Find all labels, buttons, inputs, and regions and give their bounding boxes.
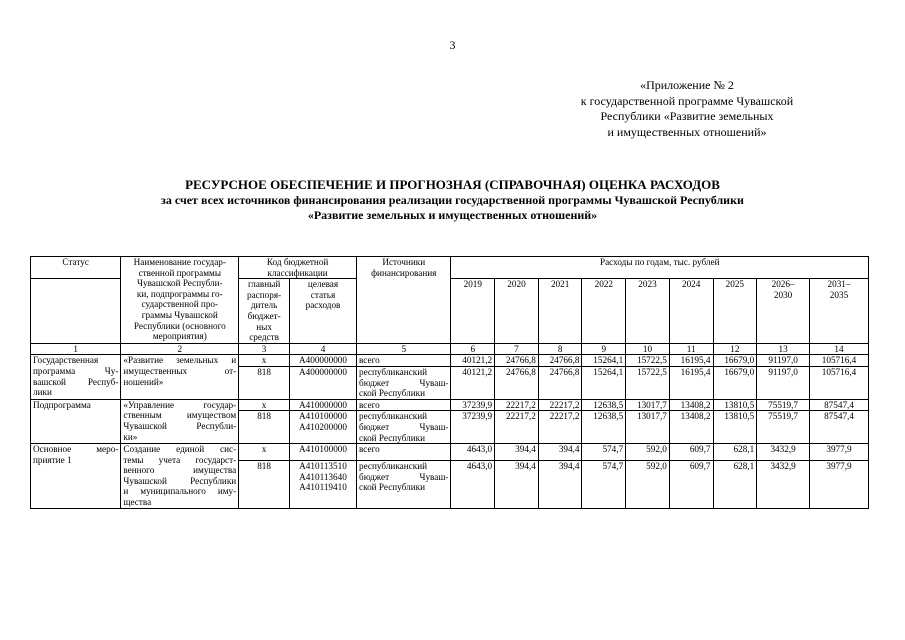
cell-line: Государственная	[33, 355, 99, 366]
table-body	[31, 257, 869, 509]
row-target-code	[289, 399, 356, 411]
row-name	[121, 399, 239, 443]
column-number: 11	[669, 343, 713, 355]
cell-line: 2035	[829, 289, 849, 300]
row-value: 12638,5	[582, 399, 626, 411]
appendix-line: «Приложение № 2	[640, 78, 734, 92]
row-value: 592,0	[626, 444, 670, 461]
cell-line: 2026–	[771, 279, 795, 290]
row-value: 394,4	[495, 444, 539, 461]
row-value: 609,7	[669, 460, 713, 508]
column-number: 10	[626, 343, 670, 355]
row-source	[357, 444, 451, 461]
row-admin-code: x	[239, 355, 290, 367]
header-status: Статус	[31, 257, 121, 279]
column-number: 9	[582, 343, 626, 355]
cell-line: Подпрограмма	[33, 399, 91, 410]
cell-line: 2024	[681, 279, 701, 290]
row-value: 628,1	[713, 460, 757, 508]
row-value: 628,1	[713, 444, 757, 461]
row-value: 37239,9	[451, 411, 495, 444]
title-sub-2: «Развитие земельных и имущественных отношений»	[307, 208, 598, 222]
cell-line: ской Республики	[359, 388, 425, 399]
header-code-group	[239, 257, 357, 279]
row-value: 105716,4	[809, 366, 868, 399]
row-value: 16679,0	[713, 366, 757, 399]
cell-line: Код бюджетной	[266, 257, 329, 267]
header-row-1	[31, 257, 869, 279]
row-target-code	[289, 460, 356, 508]
row-admin-code: 818	[239, 366, 290, 399]
cell-line: распоря-	[247, 289, 282, 300]
cell-line: A410100000	[299, 411, 347, 422]
cell-line: лики	[33, 387, 52, 398]
cell-line: 2031–	[827, 279, 851, 290]
row-admin-code: 818	[239, 411, 290, 444]
column-number: 4	[289, 343, 356, 355]
cell-line: ственным имуществом	[123, 410, 237, 421]
column-number: 6	[451, 343, 495, 355]
row-value: 16195,4	[669, 366, 713, 399]
row-value: 24766,8	[495, 355, 539, 367]
row-admin-code: 818	[239, 460, 290, 508]
row-value: 75519,7	[757, 399, 810, 411]
title-sub-1: за счет всех источников финансирования реализации государственной программы Чувашской Республики	[161, 193, 744, 207]
row-name	[121, 444, 239, 509]
cell-line: 2022	[594, 279, 613, 290]
row-value: 13017,7	[626, 399, 670, 411]
header-status-spacer	[31, 279, 121, 344]
row-source	[357, 399, 451, 411]
row-value: 91197,0	[757, 355, 810, 367]
header-sources	[357, 257, 451, 344]
cell-line: 2023	[638, 279, 657, 290]
row-value: 394,4	[538, 444, 582, 461]
cell-line: A410100000	[299, 444, 347, 455]
cell-line: ки»	[123, 431, 138, 442]
row-status	[31, 399, 121, 443]
header-code-admin	[239, 279, 290, 344]
column-number: 1	[31, 343, 121, 355]
cell-line: A400000000	[299, 366, 347, 377]
row-value: 574,7	[582, 460, 626, 508]
appendix-line: и имущественных отношений»	[607, 124, 767, 139]
column-number: 7	[495, 343, 539, 355]
column-number: 12	[713, 343, 757, 355]
row-value: 3977,9	[809, 460, 868, 508]
row-value: 13017,7	[626, 411, 670, 444]
appendix-line: к государственной программе Чувашской	[580, 93, 794, 108]
cell-line: ки, подпрограммы го-	[136, 288, 223, 299]
row-value: 4643,0	[451, 460, 495, 508]
column-number: 13	[757, 343, 810, 355]
row-admin-code: x	[239, 444, 290, 461]
row-target-code	[289, 411, 356, 444]
header-year	[538, 279, 582, 344]
row-value: 394,4	[538, 460, 582, 508]
cell-line: имущественных от-	[123, 365, 237, 376]
header-year	[495, 279, 539, 344]
appendix-line: Республики «Развитие земельных	[600, 109, 774, 123]
row-value: 394,4	[495, 460, 539, 508]
table-row	[31, 355, 869, 367]
row-value: 3432,9	[757, 460, 810, 508]
header-expenses: Расходы по годам, тыс. рублей	[451, 257, 869, 279]
table-row	[31, 444, 869, 461]
cell-line: бюджет Чуваш-	[359, 471, 449, 482]
cell-line: Республики (основного	[133, 320, 226, 331]
row-value: 15264,1	[582, 366, 626, 399]
cell-line: статья	[310, 289, 336, 300]
cell-line: «Развитие земельных и	[123, 355, 237, 366]
cell-line: венного имущества	[123, 465, 237, 476]
row-value: 3432,9	[757, 444, 810, 461]
row-status	[31, 444, 121, 509]
row-target-code	[289, 366, 356, 399]
cell-line: мероприятия)	[152, 331, 207, 342]
cell-line: «Управление государ-	[123, 399, 237, 410]
appendix-note	[527, 78, 847, 140]
row-source	[357, 355, 451, 367]
header-year	[626, 279, 670, 344]
column-number: 3	[239, 343, 290, 355]
cell-line: финансирования	[371, 267, 437, 278]
row-value: 15722,5	[626, 355, 670, 367]
cell-line: Основное меро-	[33, 444, 119, 455]
cell-line: целевая	[307, 279, 339, 290]
row-value: 13810,5	[713, 411, 757, 444]
header-name	[121, 257, 239, 344]
cell-line: 2021	[550, 279, 570, 290]
cell-line: A410119410	[299, 482, 347, 493]
row-value: 87547,4	[809, 411, 868, 444]
cell-line: граммы Чувашской	[141, 309, 218, 320]
cell-line: A410000000	[299, 399, 347, 410]
row-value: 24766,8	[538, 366, 582, 399]
header-year	[757, 279, 810, 344]
cell-line: вашской Респуб-	[33, 376, 119, 387]
row-value: 15722,5	[626, 366, 670, 399]
cell-line: расходов	[305, 300, 341, 311]
cell-line: Источники	[382, 257, 426, 267]
row-target-code	[289, 444, 356, 461]
row-name	[121, 355, 239, 399]
cell-line: A400000000	[299, 355, 347, 366]
row-target-code	[289, 355, 356, 367]
cell-line: A410113640	[299, 471, 347, 482]
column-number: 14	[809, 343, 868, 355]
row-value: 13408,2	[669, 411, 713, 444]
row-value: 609,7	[669, 444, 713, 461]
header-code-target	[289, 279, 356, 344]
cell-line: и муниципального иму-	[123, 486, 237, 497]
cell-line: всего	[359, 399, 380, 410]
row-value: 22217,2	[495, 399, 539, 411]
header-year	[669, 279, 713, 344]
cell-line: Создание единой сис-	[123, 444, 237, 455]
row-value: 91197,0	[757, 366, 810, 399]
row-source	[357, 460, 451, 508]
cell-line: программа Чу-	[33, 365, 119, 376]
row-value: 75519,7	[757, 411, 810, 444]
cell-line: темы учета государст-	[123, 454, 237, 465]
row-value: 37239,9	[451, 399, 495, 411]
cell-line: ственной программы	[138, 267, 222, 278]
row-admin-code: x	[239, 399, 290, 411]
cell-line: главный	[247, 279, 281, 290]
cell-line: 2019	[463, 279, 482, 290]
cell-line: A410113510	[299, 460, 347, 471]
cell-line: всего	[359, 355, 380, 366]
column-number: 5	[357, 343, 451, 355]
column-numbers-row	[31, 343, 869, 355]
cell-line: 2025	[725, 279, 745, 290]
header-year	[582, 279, 626, 344]
cell-line: 2030	[773, 289, 793, 300]
row-value: 22217,2	[538, 399, 582, 411]
row-value: 3977,9	[809, 444, 868, 461]
row-value: 574,7	[582, 444, 626, 461]
row-source	[357, 411, 451, 444]
cell-line: дитель	[250, 300, 278, 311]
column-number: 2	[121, 343, 239, 355]
row-value: 592,0	[626, 460, 670, 508]
cell-line: республиканский	[359, 366, 428, 377]
cell-line: сударственной про-	[141, 299, 219, 310]
row-value: 13408,2	[669, 399, 713, 411]
cell-line: всего	[359, 444, 380, 455]
cell-line: ской Республики	[359, 432, 425, 443]
title-main: РЕСУРСНОЕ ОБЕСПЕЧЕНИЕ И ПРОГНОЗНАЯ (СПРАВОЧНАЯ) ОЦЕНКА РАСХОДОВ	[185, 177, 720, 192]
cell-line: Наименование государ-	[133, 257, 226, 267]
cell-line: Чувашской Республики	[123, 475, 237, 486]
cell-line: приятие 1	[33, 454, 72, 465]
row-value: 15264,1	[582, 355, 626, 367]
cell-line: 2020	[507, 279, 526, 290]
row-source	[357, 366, 451, 399]
row-value: 40121,2	[451, 355, 495, 367]
row-value: 24766,8	[495, 366, 539, 399]
cell-line: Чувашской Республи-	[137, 278, 223, 289]
column-number: 8	[538, 343, 582, 355]
cell-line: республиканский	[359, 460, 428, 471]
cell-line: ской Республики	[359, 482, 425, 493]
cell-line: ношений»	[123, 376, 164, 387]
page-number: 3	[449, 38, 456, 52]
row-status	[31, 355, 121, 399]
row-value: 22217,2	[495, 411, 539, 444]
cell-line: бюджет Чуваш-	[359, 377, 449, 388]
row-value: 22217,2	[538, 411, 582, 444]
row-value: 105716,4	[809, 355, 868, 367]
cell-line: республиканский	[359, 411, 428, 422]
row-value: 16679,0	[713, 355, 757, 367]
row-value: 24766,8	[538, 355, 582, 367]
cell-line: ных	[256, 321, 272, 332]
row-value: 87547,4	[809, 399, 868, 411]
cell-line: классификации	[267, 267, 328, 278]
cell-line: бюджет Чуваш-	[359, 421, 449, 432]
cell-line: Чувашской Республи-	[123, 420, 237, 431]
row-value: 13810,5	[713, 399, 757, 411]
row-value: 40121,2	[451, 366, 495, 399]
cell-line: бюджет-	[247, 310, 281, 321]
row-value: 12638,5	[582, 411, 626, 444]
expenses-table	[30, 256, 869, 509]
header-year	[809, 279, 868, 344]
table-row	[31, 399, 869, 411]
cell-line: средств	[249, 332, 279, 343]
document-title	[0, 177, 905, 223]
row-value: 16195,4	[669, 355, 713, 367]
header-year	[713, 279, 757, 344]
cell-line: A410200000	[299, 421, 347, 432]
header-year	[451, 279, 495, 344]
row-value: 4643,0	[451, 444, 495, 461]
cell-line: щества	[123, 497, 152, 508]
